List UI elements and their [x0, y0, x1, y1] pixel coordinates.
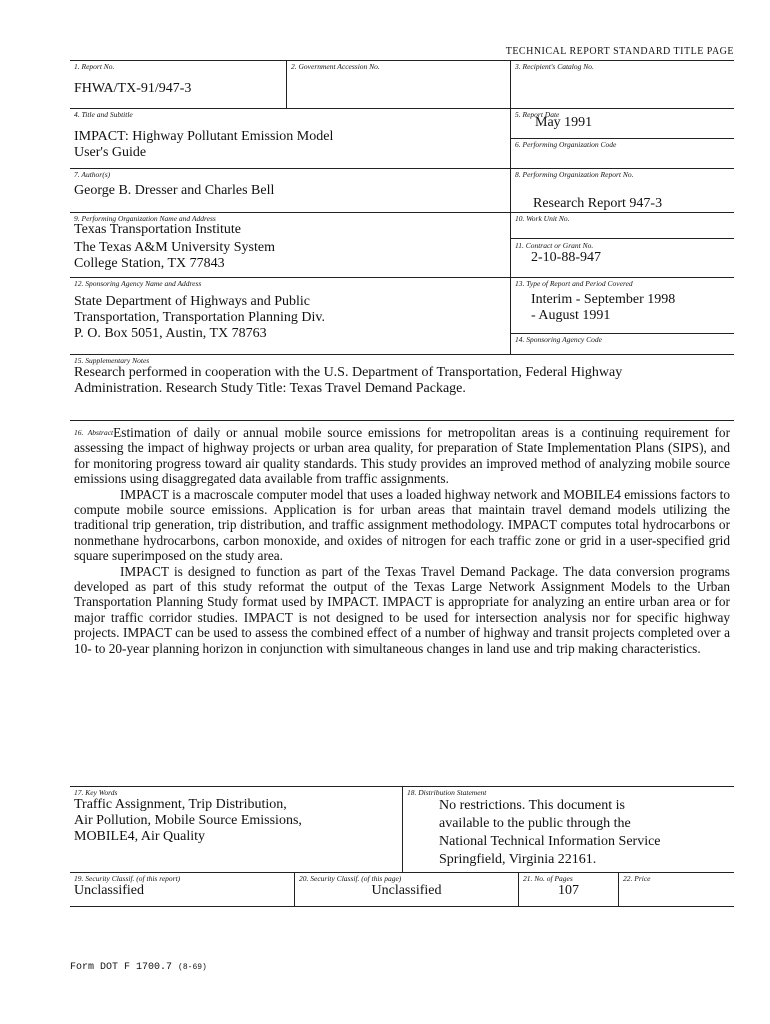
field-gov-accession: [286, 61, 510, 108]
value-report-type-line2: - August 1991: [531, 308, 611, 323]
field-price: [618, 873, 734, 906]
label-no-pages: 21. No. of Pages: [523, 874, 573, 883]
field-report-type: [511, 278, 734, 334]
value-title-line2: User's Guide: [74, 145, 147, 160]
field-type-code-block: [510, 278, 734, 354]
field-performing-org-report-no: [510, 169, 734, 212]
value-performing-org-line2: The Texas A&M University System: [74, 240, 275, 255]
field-date-block: [510, 109, 734, 168]
field-distribution: [402, 787, 734, 872]
label-title-subtitle: 4. Title and Subtitle: [74, 110, 133, 119]
label-sponsoring-agency: 12. Sponsoring Agency Name and Address: [74, 279, 202, 288]
value-distribution-line1: No restrictions. This document is: [439, 798, 625, 813]
value-distribution: [439, 797, 730, 869]
value-security-page: Unclassified: [371, 883, 442, 898]
field-abstract: [70, 421, 734, 786]
value-authors: George B. Dresser and Charles Bell: [74, 183, 275, 198]
label-security-report: 19. Security Classif. (of this report): [74, 874, 181, 883]
value-performing-org-line3: College Station, TX 77843: [74, 256, 225, 271]
value-supplementary-line1: Research performed in cooperation with the U.S. Department of Transportation, Federal Highway: [74, 365, 623, 380]
label-gov-accession: 2. Government Accession No.: [291, 62, 380, 71]
report-documentation-form: [70, 60, 734, 907]
row-sponsoring-agency: [70, 277, 734, 355]
value-performing-org-line1: Texas Transportation Institute: [74, 222, 242, 237]
label-report-type: 13. Type of Report and Period Covered: [515, 279, 633, 288]
abstract-paragraph-2: IMPACT is a macroscale computer model that uses a loaded highway network and MOBILE4 emissions factors to compute mobile source emissions. Application is for urban areas that maintain travel demand models utilizing the traditional trip generation, trip distribution, and traffic assignment methodology. IMPACT computes total hydrocarbons or nonmethane hydrocarbons, carbon monoxide, and oxides of nitrogen for each traffic zone or grid in a user-specified grid square superimposed on the study area.: [74, 486, 730, 564]
row-report-numbers: [70, 61, 734, 109]
label-price: 22. Price: [623, 874, 651, 883]
field-security-page: [294, 873, 518, 906]
label-performing-org-code: 6. Performing Organization Code: [515, 140, 617, 149]
field-performing-org-name: [70, 213, 510, 277]
label-abstract: 16. Abstract: [74, 428, 114, 437]
field-authors: [70, 169, 510, 212]
field-report-no: [70, 61, 286, 108]
value-title-line1: IMPACT: Highway Pollutant Emission Model: [74, 129, 334, 144]
row-keywords-distribution: [70, 787, 734, 873]
row-title: [70, 109, 734, 169]
field-security-report: [70, 873, 294, 906]
row-performing-org: [70, 213, 734, 277]
form-header-title: TECHNICAL REPORT STANDARD TITLE PAGE: [505, 46, 734, 57]
value-security-report: Unclassified: [74, 883, 144, 898]
label-security-page: 20. Security Classif. (of this page): [299, 874, 402, 883]
label-sponsoring-agency-code: 14. Sponsoring Agency Code: [515, 335, 602, 344]
label-performing-org-name: 9. Performing Organization Name and Address: [74, 214, 216, 223]
label-supplementary-notes: 15. Supplementary Notes: [74, 356, 150, 365]
row-security: [70, 873, 734, 907]
value-no-pages: 107: [558, 883, 579, 898]
field-sponsoring-agency: [70, 278, 510, 354]
field-unit-contract-block: [510, 213, 734, 277]
value-report-no: FHWA/TX-91/947-3: [74, 81, 192, 96]
field-sponsoring-agency-code: [511, 334, 734, 345]
value-contract-no: 2-10-88-947: [531, 250, 601, 265]
value-supplementary-line2: Administration. Research Study Title: Texas Travel Demand Package.: [74, 381, 466, 396]
value-key-words-line3: MOBILE4, Air Quality: [74, 829, 206, 844]
field-contract-no: [511, 239, 734, 277]
label-work-unit-no: 10. Work Unit No.: [515, 214, 570, 223]
label-key-words: 17. Key Words: [74, 788, 118, 797]
value-performing-org-report-no: Research Report 947-3: [533, 196, 663, 211]
label-recipient-catalog: 3. Recipient's Catalog No.: [515, 62, 594, 71]
field-supplementary-notes: [70, 355, 734, 420]
value-report-type-line1: Interim - September 1998: [531, 292, 676, 307]
value-report-date: May 1991: [535, 115, 593, 130]
label-contract-no: 11. Contract or Grant No.: [515, 241, 594, 250]
label-performing-org-report-no: 8. Performing Organization Report No.: [515, 170, 634, 179]
field-report-date: [511, 109, 734, 139]
row-abstract: [70, 421, 734, 787]
label-report-date: 5. Report Date: [515, 110, 560, 119]
value-distribution-line3: National Technical Information Service: [439, 834, 661, 849]
value-sponsoring-line1: State Department of Highways and Public: [74, 294, 311, 309]
form-edition: (8-69): [178, 963, 207, 972]
value-key-words-line1: Traffic Assignment, Trip Distribution,: [74, 797, 287, 812]
value-sponsoring-line2: Transportation, Transportation Planning Div.: [74, 310, 325, 325]
row-supplementary-notes: [70, 355, 734, 421]
field-recipient-catalog: [510, 61, 734, 108]
abstract-paragraph-3: IMPACT is designed to function as part of the Texas Travel Demand Package. The data conversion programs developed as part of this study reformat the output of the Texas Large Network Assignment Models to the Urban Transportation Planning Study format used by IMPACT. IMPACT is appropriate for analyzing an entire urban area or for major traffic corridor studies. IMPACT is not designed to be used for intersection analysis nor for specific highway projects. IMPACT can be used to assess the combined effect of a number of highway and transit projects completed over a 10- to 20-year planning horizon in conjunction with simultaneous changes in land use and trip making characteristics.: [74, 563, 730, 656]
row-authors: [70, 169, 734, 213]
value-sponsoring-line3: P. O. Box 5051, Austin, TX 78763: [74, 326, 267, 341]
field-key-words: [70, 787, 402, 872]
value-distribution-line2: available to the public through the: [439, 816, 631, 831]
field-work-unit-no: [511, 213, 734, 239]
value-distribution-line4: Springfield, Virginia 22161.: [439, 852, 597, 867]
label-distribution: 18. Distribution Statement: [407, 788, 487, 797]
label-authors: 7. Author(s): [74, 170, 111, 179]
abstract-paragraph-1: $^{16. Abstract}$Estimation of daily or annual mobile source emissions for metropolitan areas is a continuing requirement for assessing the impact of highway projects or urban area quality, for preparation of State Implementation Plans (SIPS), and for monitoring progress toward air quality standards. This study provides an improved method of analyzing mobile source emissions using disaggregated data available from traffic assignments.: [74, 425, 731, 487]
field-performing-org-code: [511, 139, 734, 150]
form-footer: [70, 962, 207, 973]
form-number: Form DOT F 1700.7: [70, 962, 173, 973]
field-no-pages: [518, 873, 618, 906]
value-key-words-line2: Air Pollution, Mobile Source Emissions,: [74, 813, 302, 828]
field-title-subtitle: [70, 109, 510, 168]
label-report-no: 1. Report No.: [74, 62, 115, 71]
